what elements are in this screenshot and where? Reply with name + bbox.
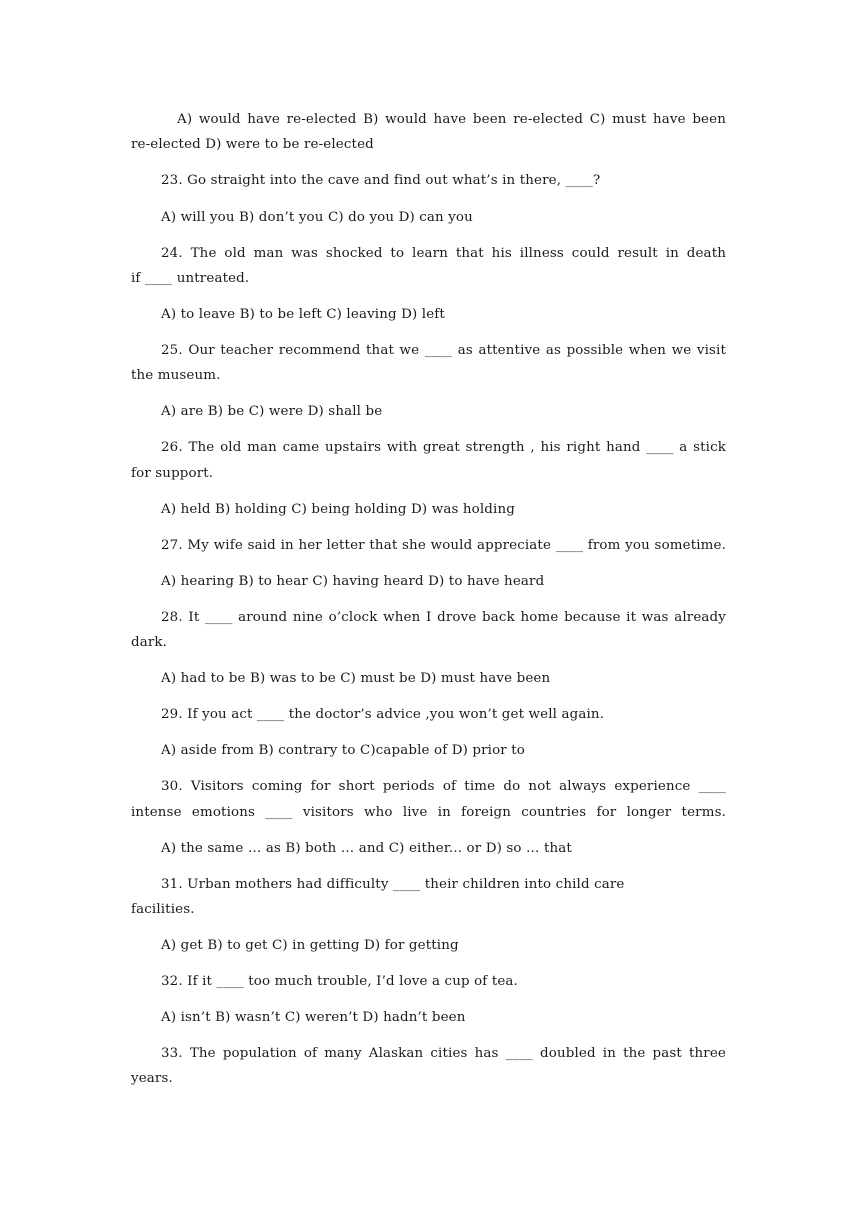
text-line: A) would have re-elected B) would have been re-elected C) must have been <box>177 112 726 127</box>
options-31: A) get B) to get C) in getting D) for getting <box>161 938 459 953</box>
text-line: the museum. <box>131 368 221 383</box>
options-23: A) will you B) don’t you C) do you D) can you <box>161 210 473 225</box>
text-line: if ____ untreated. <box>131 271 250 286</box>
question-25: 25. Our teacher recommend that we ____ as attentive as possible when we visit <box>161 343 726 358</box>
options-25: A) are B) be C) were D) shall be <box>161 404 383 419</box>
question-24: 24. The old man was shocked to learn that his illness could result in death <box>161 246 726 261</box>
text-line: for support. <box>131 466 214 481</box>
options-27: A) hearing B) to hear C) having heard D) to have heard <box>161 574 545 589</box>
options-32: A) isn’t B) wasn’t C) weren’t D) hadn’t been <box>161 1010 466 1025</box>
options-29: A) aside from B) contrary to C)capable of D) prior to <box>161 743 526 758</box>
options-24: A) to leave B) to be left C) leaving D) left <box>161 307 445 322</box>
question-28: 28. It ____ around nine o’clock when I drove back home because it was already <box>161 610 726 625</box>
text-line: intense emotions ____ visitors who live in foreign countries for longer terms. <box>131 805 726 820</box>
question-26: 26. The old man came upstairs with great strength , his right hand ____ a stick <box>161 440 726 455</box>
text-line: re-elected D) were to be re-elected <box>131 137 374 152</box>
question-23: 23. Go straight into the cave and find out what’s in there, ____? <box>161 173 601 188</box>
question-31: 31. Urban mothers had difficulty ____ their children into child care <box>161 877 625 892</box>
text-line: years. <box>131 1071 173 1086</box>
options-26: A) held B) holding C) being holding D) was holding <box>161 502 515 517</box>
question-32: 32. If it ____ too much trouble, I’d love a cup of tea. <box>161 974 518 989</box>
text-line: facilities. <box>131 902 195 917</box>
text-line: dark. <box>131 635 168 650</box>
question-29: 29. If you act ____ the doctor’s advice ,you won’t get well again. <box>161 707 605 722</box>
question-30: 30. Visitors coming for short periods of time do not always experience ____ <box>161 779 726 794</box>
options-28: A) had to be B) was to be C) must be D) must have been <box>161 671 551 686</box>
question-27: 27. My wife said in her letter that she would appreciate ____ from you sometime. <box>161 538 726 553</box>
options-30: A) the same … as B) both … and C) either... or D) so … that <box>161 841 572 856</box>
question-33: 33. The population of many Alaskan cities has ____ doubled in the past three <box>161 1046 726 1061</box>
